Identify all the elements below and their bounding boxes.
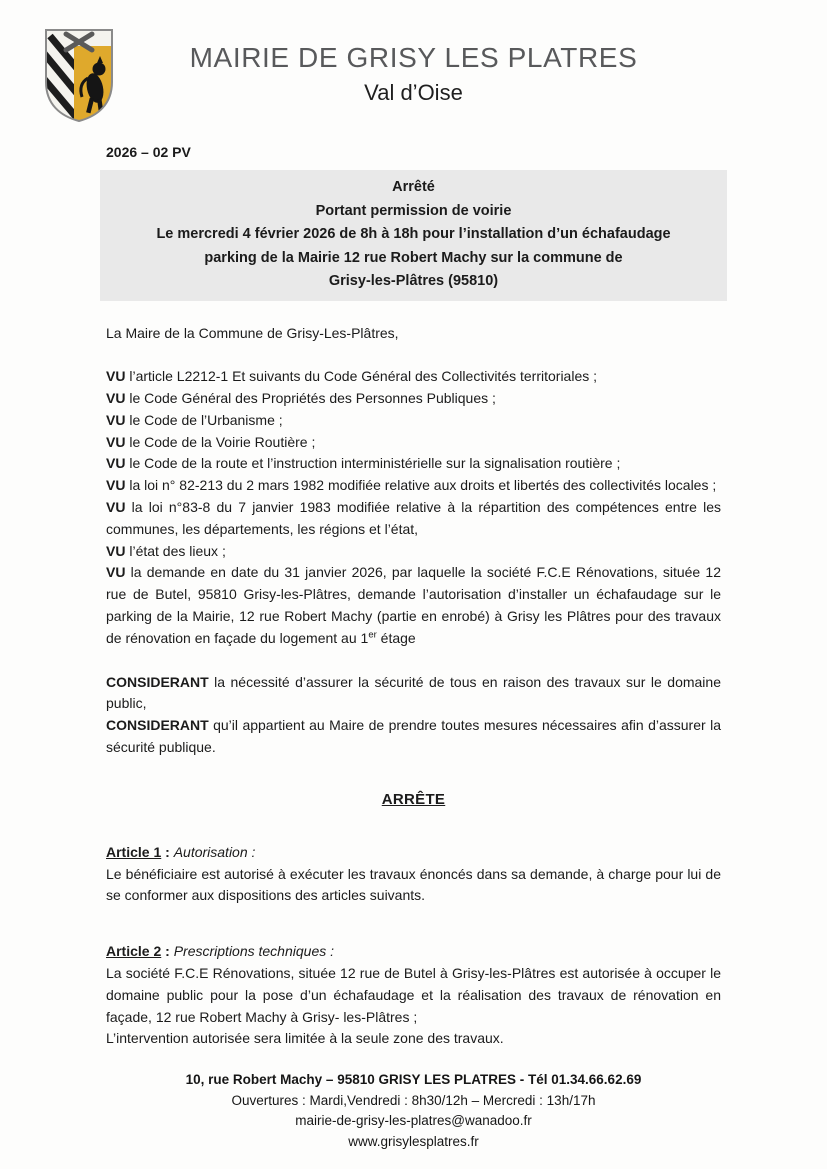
vu-text: la loi n°83-8 du 7 janvier 1983 modifiée relative à la répartition des compétences entre les communes, les départements, les régions et l’état,	[106, 499, 721, 537]
footer-email: mairie-de-grisy-les-platres@wanadoo.fr	[295, 1113, 532, 1129]
footer-address: 10, rue Robert Machy – 95810 GRISY LES PLATRES - Tél 01.34.66.62.69	[185, 1072, 642, 1088]
vu-lead: VU	[106, 542, 126, 559]
considerant-block	[106, 672, 721, 759]
letterhead	[0, 0, 827, 106]
department-subtitle: Val d’Oise	[364, 80, 463, 105]
intro-line: La Maire de la Commune de Grisy-Les-Plâtres,	[106, 324, 399, 341]
vu-lead: VU	[106, 433, 126, 450]
article-2-title: Prescriptions techniques :	[173, 943, 335, 960]
decree-title-line: parking de la Mairie 12 rue Robert Machy sur la commune de	[204, 249, 623, 266]
article-1-separator: :	[161, 843, 174, 860]
vu-text: le Code Général des Propriétés des Personnes Publiques ;	[125, 390, 496, 407]
article-2-paragraph: L’intervention autorisée sera limitée à la seule zone des travaux.	[106, 1030, 504, 1047]
vu-text: l’article L2212-1 Et suivants du Code Général des Collectivités territoriales ;	[125, 368, 598, 385]
considerant-lead: CONSIDERANT	[106, 673, 209, 690]
article-2-separator: :	[161, 943, 174, 960]
article-1-paragraph: Le bénéficiaire est autorisé à exécuter les travaux énoncés dans sa demande, à charge pour lui de se conformer aux dispositions des articles suivants.	[106, 865, 721, 904]
footer	[0, 1070, 827, 1152]
decree-title-line: Portant permission de voirie	[315, 202, 512, 219]
article-1-heading	[106, 842, 721, 864]
vu-text: le Code de l’Urbanisme ;	[125, 411, 283, 428]
vu-lead: VU	[106, 411, 126, 428]
vu-text: l’état des lieux ;	[125, 542, 226, 559]
considerant-lead: CONSIDERANT	[106, 717, 209, 734]
vu-text: le Code de la route et l’instruction interministérielle sur la signalisation routière ;	[125, 455, 621, 472]
reference-number: 2026 – 02 PV	[106, 144, 191, 160]
vu-item	[106, 475, 721, 497]
considerant-text: la nécessité d’assurer la sécurité de tous en raison des travaux sur le domaine public,	[106, 673, 721, 712]
municipality-title: MAIRIE DE GRISY LES PLATRES	[189, 42, 638, 73]
decree-title-line: Grisy-les-Plâtres (95810)	[328, 273, 499, 289]
vu-item	[106, 432, 721, 454]
vu-text: étage	[376, 629, 416, 646]
vu-lead: VU	[106, 368, 126, 385]
considerant-text: qu’il appartient au Maire de prendre toutes mesures nécessaires afin d’assurer la sécurité publique.	[106, 717, 721, 756]
decree-title-line: Arrêté	[392, 179, 435, 195]
decree-title-block	[100, 170, 727, 301]
vu-lead: VU	[106, 564, 126, 581]
vu-text: la demande en date du 31 janvier 2026, par laquelle la société F.C.E Rénovations, située 12 rue de Butel, 95810 Grisy-les-Plâtres, demande l’autorisation d’installer un échafaudage sur le parking de la Mairie, 12 rue Robert Machy (partie en enrobé) à Grisy les Plâtres pour des travaux de rénovation en façade du logement au 1	[106, 564, 721, 646]
document-content	[0, 144, 827, 1050]
vu-item	[106, 366, 721, 388]
vu-item	[106, 497, 721, 541]
article-2-paragraph: La société F.C.E Rénovations, située 12 rue de Butel à Grisy-les-Plâtres est autorisée à occuper le domaine public pour la pose d’un échafaudage et la réalisation des travaux de rénovation en façade, 12 rue Robert Machy à Grisy- les-Plâtres ;	[106, 965, 721, 1025]
article-1-label: Article 1	[106, 843, 162, 860]
decree-title-line: Le mercredi 4 février 2026 de 8h à 18h pour l’installation d’un échafaudage	[156, 226, 671, 242]
considerant-item	[106, 715, 721, 759]
article-2	[106, 941, 721, 1050]
arrete-heading: ARRÊTE	[381, 790, 446, 808]
vu-text: le Code de la Voirie Routière ;	[125, 433, 316, 450]
vu-recitals	[106, 366, 721, 649]
considerant-item	[106, 672, 721, 716]
coat-of-arms-icon	[40, 26, 118, 124]
ordinal-superscript: er	[368, 629, 377, 641]
vu-item	[106, 541, 721, 563]
article-1-title: Autorisation :	[173, 843, 256, 860]
footer-website: www.grisylesplatres.fr	[348, 1133, 479, 1149]
vu-item	[106, 453, 721, 475]
vu-lead: VU	[106, 455, 126, 472]
vu-item	[106, 410, 721, 432]
vu-lead: VU	[106, 499, 126, 516]
vu-item	[106, 562, 721, 649]
footer-opening-hours: Ouvertures : Mardi,Vendredi : 8h30/12h – Mercredi : 13h/17h	[231, 1092, 596, 1108]
vu-lead: VU	[106, 477, 126, 494]
vu-text: la loi n° 82-213 du 2 mars 1982 modifiée relative aux droits et libertés des collectivités locales ;	[125, 477, 717, 494]
article-2-label: Article 2	[106, 943, 162, 960]
vu-item	[106, 388, 721, 410]
article-1	[106, 842, 721, 907]
vu-lead: VU	[106, 390, 126, 407]
article-2-heading	[106, 941, 721, 963]
